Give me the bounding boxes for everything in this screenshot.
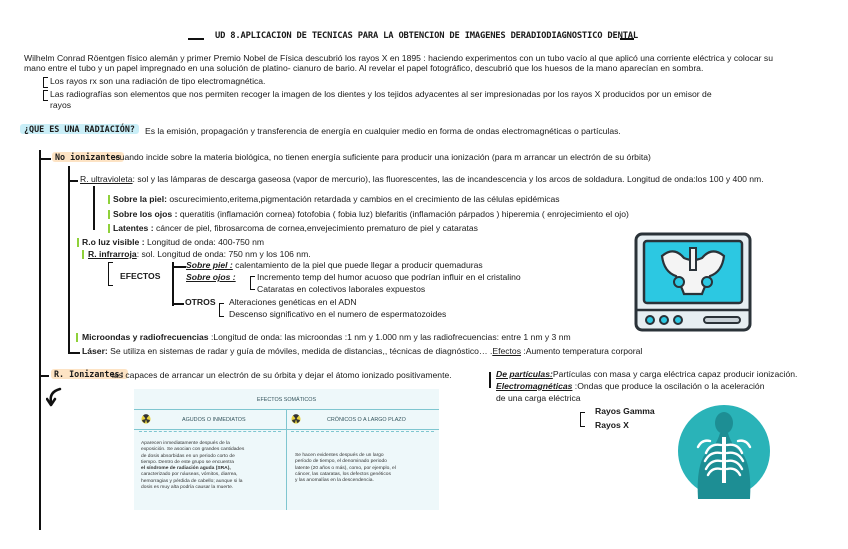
- ionizantes-desc: las capaces de arrancar un electrón de su órbita y dejar el átomo ionizado positivamente.: [112, 370, 452, 380]
- col1-line: Aparecen inmediatamente después de la: [141, 441, 230, 446]
- otros-1: Alteraciones genéticas en el ADN: [229, 297, 357, 307]
- ir-otros-label: OTROS: [185, 297, 216, 307]
- particulas: De partículas:Partículas con masa y carga eléctrica capaz producir ionización.: [496, 369, 798, 379]
- ir-piel: Sobre piel : calentamiento de la piel que puede llegar a producir quemaduras: [186, 260, 483, 270]
- page-title: UD 8.APLICACION DE TECNICAS PARA LA OBTENCION DE IMAGENES DERADIODIAGNOSTICO DENTAL: [215, 31, 638, 41]
- electromagneticas-2: de una carga eléctrica: [496, 393, 581, 403]
- otros-2: Descenso significativo en el numero de espermatozoides: [229, 309, 447, 319]
- infrarroja: R. infrarroja: sol. Longitud de onda: 750 nm y los 106 nm.: [88, 249, 311, 259]
- uv-latentes: Latentes : cáncer de piel, fibrosarcoma de cornea,envejecimiento prematuro de piel y cataratas: [113, 223, 478, 233]
- ionizantes-label: R. Ionizantes:: [51, 369, 128, 379]
- uv-line: R. ultravioleta: sol y las lámparas de descarga gaseosa (vapor de mercurio), las fluorescentes, las de incandescencia y los arcos de soldadura. Longitud de onda:los 100 y 400 nm.: [80, 174, 764, 184]
- intro-bullet-2a: Las radiografías son elementos que nos permiten recoger la imagen de los dientes y los tejidos adyacentes al ser impresionadas por los rayos X producidos por un emisor de: [50, 89, 712, 99]
- col1-line: tiempo. Dentro de este grupo se encuentra: [141, 459, 234, 465]
- ir-ojos-2: Cataratas en colectivos laborales expuestos: [257, 284, 426, 294]
- radiation-icon: [141, 414, 151, 424]
- ir-efectos: EFECTOS: [120, 271, 161, 281]
- col2-line: período de tiempo, el denominado periodo: [295, 459, 387, 465]
- ir-ojos-1: Incremento temp del humor acuoso que podrían influir en el cristalino: [257, 272, 521, 282]
- col1-line: dosis es muy alta podría causar la muerte.: [141, 485, 234, 491]
- question-label: ¿QUE ES UNA RADIACIÓN?: [20, 124, 139, 134]
- intro-bullet-2b: rayos: [50, 100, 72, 110]
- electromagneticas: Electromagnéticas :Ondas que produce la oscilación o la aceleración: [496, 381, 765, 391]
- no-ionizantes-label: No ionizantes: [52, 152, 124, 162]
- chest-xray-icon: [676, 403, 772, 499]
- col1-line: hemorragias y pérdida de cabello; aunque si la: [141, 478, 243, 484]
- col1-title: AGUDOS O INMEDIATOS: [182, 417, 246, 423]
- col2-line: y las anomalías en la descendencia.: [295, 478, 374, 484]
- col1-line: el síndrome de radiación aguda (SRA),: [141, 466, 231, 472]
- ir-ojos-label: Sobre ojos :: [186, 272, 236, 282]
- curved-arrow-icon: [46, 386, 66, 408]
- laser: Láser: Se utiliza en sistemas de radar y guía de móviles, medida de distancias,, técnicas de diagnóstico… .Efectos :Aumento temperatura corporal: [82, 346, 643, 356]
- col2-line: cáncer, las cataratas, los defectos genéticos: [295, 471, 391, 477]
- question-answer: Es la emisión, propagación y transferencia de energía en cualquier medio en forma de ondas electromagnéticas o partículas.: [145, 126, 621, 136]
- radiation-icon: [291, 414, 301, 424]
- microondas: Microondas y radiofrecuencias :Longitud de onda: las microondas :1 nm y 1.000 nm y las radiofrecuencias: entre 1 nm y 3 nm: [82, 332, 571, 342]
- table-header: EFECTOS SOMÁTICOS: [256, 397, 317, 403]
- no-ionizantes-desc: :cuando incide sobre la materia biológica, no tienen energía suficiente para producir una ionización (para m arrancar un electrón de su órbita): [113, 152, 651, 162]
- xray-monitor-icon: [634, 232, 752, 332]
- col2-line: Se hacen evidentes después de un largo: [295, 453, 384, 458]
- intro-line-1: Wilhelm Conrad Röentgen físico alemán y primer Premio Nobel de Física descubrió los rayos X en 1895 : haciendo experimentos con un tubo vacío al que aplicó una corriente eléctrica y colocar su: [24, 53, 773, 63]
- intro-bullet-1: Los rayos rx son una radiación de tipo electromagnética.: [50, 76, 266, 86]
- col1-line: de dosis absorbidas en un periodo corto de: [141, 453, 235, 459]
- rayos-gamma: Rayos Gamma: [595, 406, 655, 416]
- col2-line: latente (20 años o más), como, por ejemplo, el: [295, 465, 396, 471]
- rayos-x: Rayos X: [595, 420, 629, 430]
- col2-title: CRÓNICOS O A LARGO PLAZO: [327, 417, 406, 423]
- intro-line-2: mano entre el tubo y un papel impregnado en una solución de platino- cianuro de bario. Al revelar el papel fotográfico, descubrió que los huesos de la mano aparecían en sombra.: [24, 63, 704, 73]
- col1-line: caracterizado por náuseas, vómitos, diarrea,: [141, 472, 238, 478]
- uv-piel: Sobre la piel: oscurecimiento,eritema,pigmentación retardada y cambios en el crecimiento de las células epidémicas: [113, 194, 560, 204]
- efectos-somaticos-table: [134, 389, 439, 510]
- col1-line: exposición. Se asocian con grandes cantidades: [141, 447, 245, 453]
- luz-visible: R.o luz visible : Longitud de onda: 400-750 nm: [82, 237, 265, 247]
- uv-ojos: Sobre los ojos : queratitis (inflamación cornea) fotofobia ( fobia luz) blefaritis (inflamación párpados ) hiperemia ( enrojecimiento el ojo): [113, 209, 629, 219]
